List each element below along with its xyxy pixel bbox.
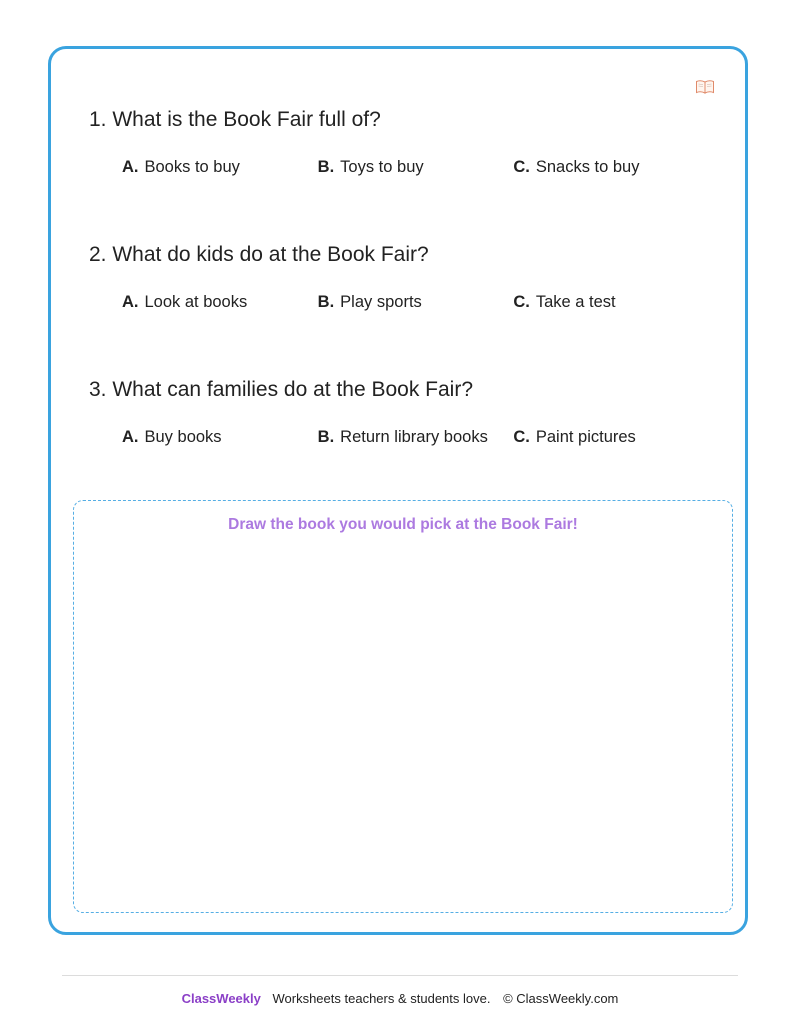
question-text: 3. What can families do at the Book Fair?	[89, 378, 474, 401]
choice-a[interactable]	[122, 427, 318, 447]
choice-text: Return library books	[340, 428, 488, 446]
question-text: 2. What do kids do at the Book Fair?	[89, 243, 429, 266]
choice-letter: C.	[513, 293, 530, 311]
footer-tagline: Worksheets teachers & students love.	[272, 991, 491, 1006]
choice-b[interactable]	[318, 427, 514, 447]
choice-text: Buy books	[144, 428, 222, 446]
choice-text: Play sports	[340, 293, 422, 311]
choice-b[interactable]	[318, 157, 514, 177]
question-2	[89, 242, 709, 312]
answer-choices	[89, 292, 709, 312]
footer	[0, 991, 800, 1007]
choice-letter: C.	[513, 428, 530, 446]
question-1	[89, 107, 709, 177]
choice-text: Take a test	[535, 293, 616, 311]
footer-divider	[62, 975, 738, 976]
question-text: 1. What is the Book Fair full of?	[89, 108, 381, 131]
choice-letter: B.	[317, 428, 335, 446]
choice-letter: A.	[122, 428, 139, 446]
worksheet-card	[48, 46, 748, 935]
choice-letter: B.	[317, 158, 335, 176]
choice-text: Toys to buy	[340, 158, 424, 176]
answer-choices	[89, 427, 709, 447]
choice-letter: A.	[122, 293, 139, 311]
choice-text: Paint pictures	[535, 428, 636, 446]
choice-text: Snacks to buy	[535, 158, 640, 176]
choice-letter: A.	[122, 158, 139, 176]
answer-choices	[89, 157, 709, 177]
footer-brand: ClassWeekly	[181, 991, 261, 1006]
drawing-prompt: Draw the book you would pick at the Book Fair!	[228, 516, 578, 533]
drawing-area[interactable]	[73, 500, 733, 913]
choice-text: Look at books	[144, 293, 248, 311]
choice-c[interactable]	[513, 157, 709, 177]
book-icon	[695, 79, 715, 95]
choice-b[interactable]	[318, 292, 514, 312]
choice-a[interactable]	[122, 157, 318, 177]
choice-letter: B.	[317, 293, 335, 311]
choice-c[interactable]	[513, 427, 709, 447]
footer-copyright: © ClassWeekly.com	[503, 991, 619, 1006]
choice-c[interactable]	[513, 292, 709, 312]
choice-text: Books to buy	[144, 158, 240, 176]
choice-letter: C.	[513, 158, 530, 176]
choice-a[interactable]	[122, 292, 318, 312]
question-3	[89, 377, 709, 447]
